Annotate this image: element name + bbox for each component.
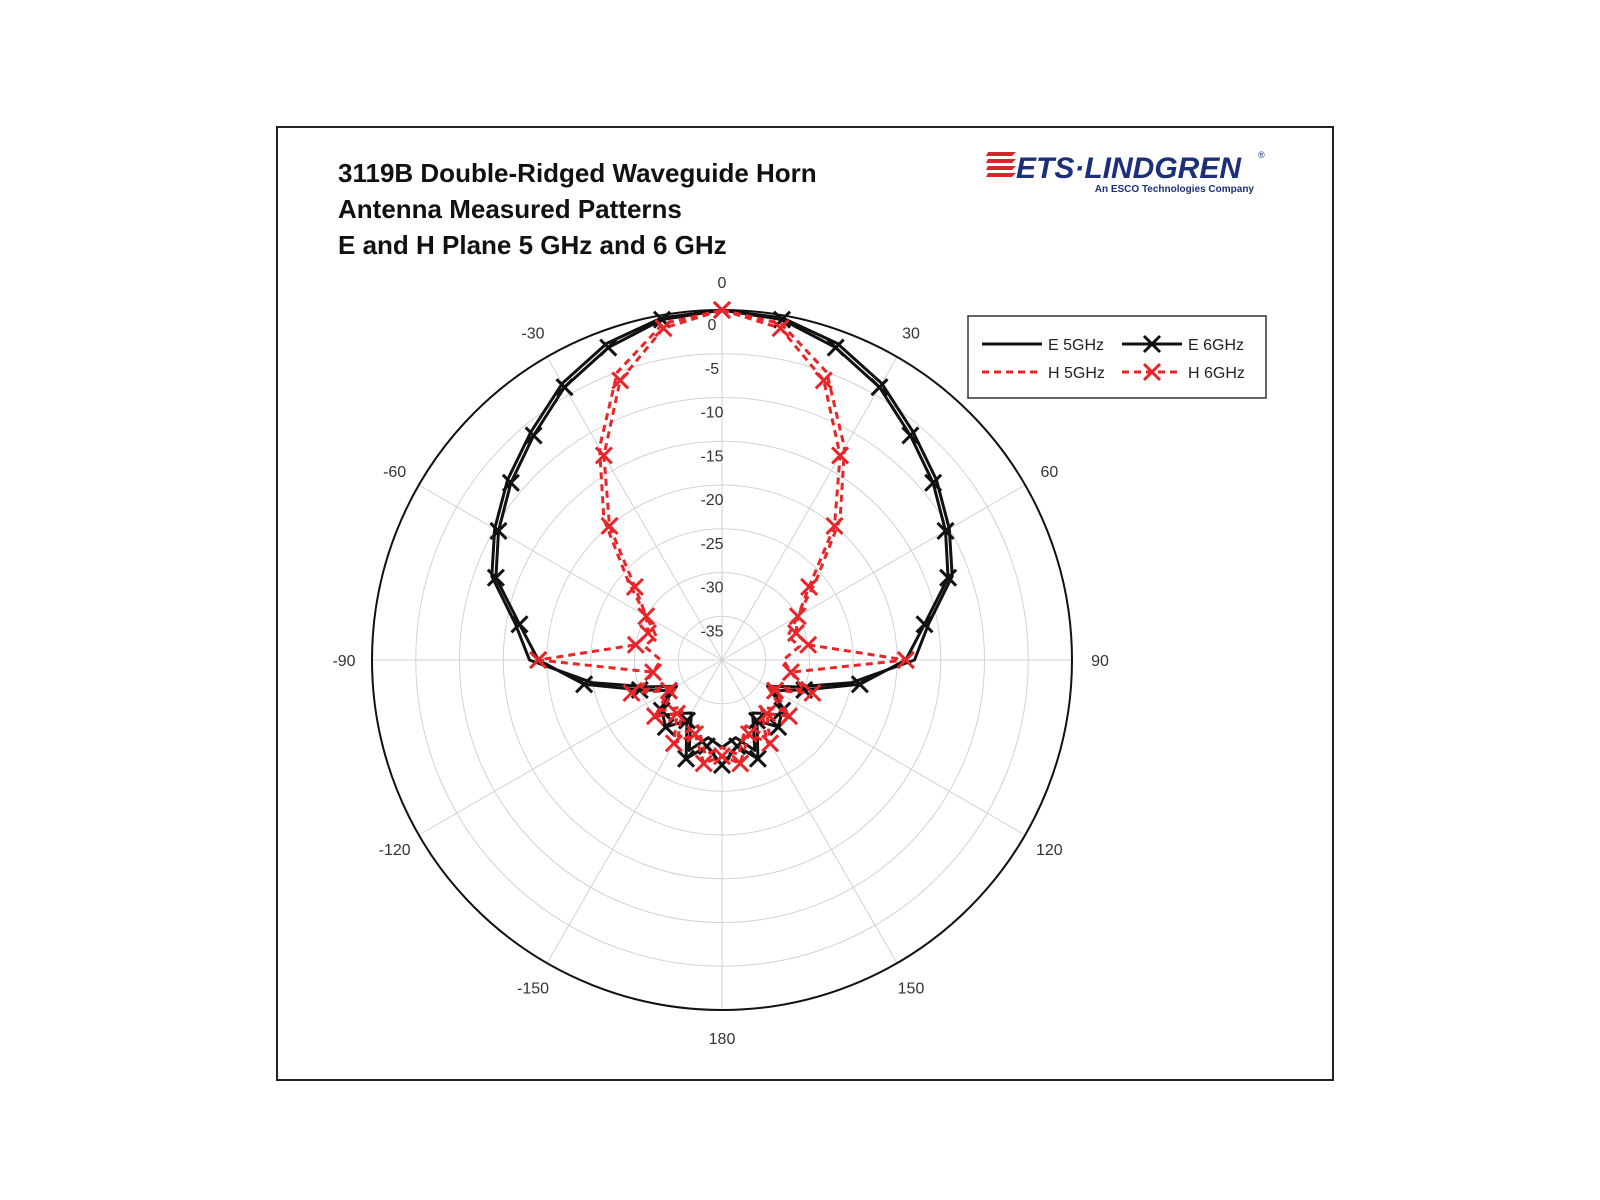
- logo-tagline: An ESCO Technologies Company: [1094, 184, 1254, 195]
- series-marker: [801, 579, 817, 595]
- series-marker: [832, 447, 848, 463]
- legend-box: [968, 316, 1266, 398]
- series-marker: [917, 616, 933, 632]
- radial-tick-label: -35: [700, 623, 724, 641]
- radial-tick-label: -25: [700, 535, 724, 553]
- legend-label: E 5GHz: [1048, 337, 1105, 354]
- angle-tick-label: 120: [1036, 842, 1063, 859]
- radial-tick-label: -15: [700, 448, 724, 466]
- chart-title-line-3: E and H Plane 5 GHz and 6 GHz: [338, 230, 727, 260]
- grid-spoke-330: [547, 357, 722, 660]
- radial-tick-label: -20: [700, 492, 724, 509]
- angle-tick-label: 60: [1040, 464, 1059, 481]
- series-marker: [696, 755, 712, 771]
- angle-tick-label: 30: [902, 325, 920, 343]
- angle-tick-label: -120: [378, 842, 411, 859]
- legend-label: E 6GHz: [1188, 337, 1245, 354]
- logo-brand-text: ETS·LINDGREN: [1016, 152, 1241, 185]
- legend-label: H 5GHz: [1048, 365, 1105, 382]
- radial-tick-label: -5: [704, 360, 720, 378]
- grid-spoke-60: [722, 485, 1025, 660]
- chart-legend: [968, 316, 1266, 398]
- radial-tick-label: 0: [707, 317, 717, 334]
- angle-tick-label: 180: [708, 1031, 736, 1048]
- grid-spoke-30: [722, 357, 897, 660]
- chart-title-line-2: Antenna Measured Patterns: [338, 194, 682, 224]
- series-marker: [666, 735, 682, 751]
- angle-tick-label: 90: [1091, 653, 1109, 670]
- angle-tick-label: 0: [717, 275, 727, 292]
- radial-tick-label: -30: [700, 579, 724, 597]
- angle-tick-label: -90: [332, 653, 356, 670]
- series-marker: [790, 608, 806, 624]
- grid-spoke-150: [722, 660, 897, 963]
- series-marker: [732, 755, 748, 771]
- angle-tick-label: -150: [516, 980, 550, 998]
- series-marker: [762, 735, 778, 751]
- logo-registered-mark: ®: [1258, 150, 1265, 160]
- radial-tick-label: -10: [700, 404, 724, 422]
- chart-title-line-1: 3119B Double-Ridged Waveguide Horn: [338, 158, 817, 188]
- grid-spoke-300: [419, 485, 722, 660]
- angle-tick-label: 150: [897, 980, 925, 998]
- angle-tick-label: -60: [383, 464, 407, 481]
- angle-tick-label: -30: [521, 325, 545, 343]
- legend-label: H 6GHz: [1188, 365, 1245, 382]
- series-marker: [511, 616, 527, 632]
- grid-spoke-210: [547, 660, 722, 963]
